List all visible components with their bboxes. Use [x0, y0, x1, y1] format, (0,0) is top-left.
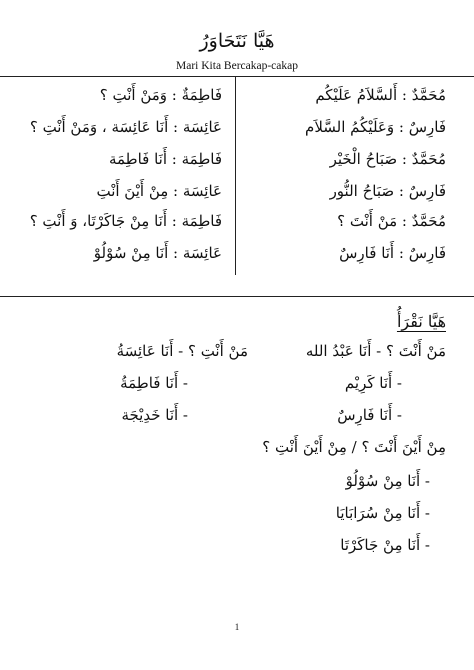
- reading-question: مِنْ أَيْنَ أَنْتَ ؟ / مِنْ أَيْنَ أَنْتِ ؟: [262, 438, 446, 456]
- column-divider: [235, 77, 236, 275]
- page-title: هَيَّا نَتَحَاوَرُ: [199, 30, 275, 52]
- reading-question: مَنْ أَنْتَ ؟ - أَنَا عَبْدُ الله: [305, 342, 446, 360]
- page-number: 1: [234, 622, 240, 632]
- dialogue-line: مُحَمَّدٌ : أَلسَّلاَمُ عَلَيْكُم: [315, 86, 446, 104]
- dialogue-line: فَاطِمَة : أَنَا مِنْ جَاكَرْتَا، وَ أَنْتِ ؟: [29, 212, 222, 230]
- section-heading: هَيَّا نَقْرَأُ: [396, 312, 446, 331]
- page-subtitle: Mari Kita Bercakap-cakap: [176, 60, 298, 72]
- reading-answer: - أَنَا كَرِيْم: [344, 374, 402, 392]
- top-divider: [0, 76, 474, 77]
- reading-answer: - أَنَا مِنْ سُرَابَايَا: [335, 504, 430, 522]
- dialogue-line: عَائِسَة : أَنَا مِنْ سُوْلُوْ: [93, 244, 222, 262]
- dialogue-line: فَاطِمَة : أَنَا فَاطِمَة: [108, 150, 222, 168]
- reading-answer: - أَنَا مِنْ جَاكَرْتَا: [340, 536, 430, 554]
- dialogue-line: فَارِسٌ : صَبَاحُ النُّور: [329, 182, 446, 200]
- dialogue-line: فَاطِمَةٌ : وَمَنْ أَنْتِ ؟: [99, 86, 222, 104]
- reading-answer: - أَنَا فَارِسٌ: [337, 406, 402, 424]
- dialogue-line: مُحَمَّدٌ : صَبَاحُ الْخَيْر: [329, 150, 446, 168]
- reading-answer: - أَنَا فَاطِمَةُ: [120, 374, 188, 392]
- section-divider: [0, 296, 474, 297]
- reading-answer: - أَنَا خَدِيْجَة: [121, 406, 188, 424]
- dialogue-line: مُحَمَّدٌ : مَنْ أَنْتَ ؟: [337, 212, 446, 230]
- dialogue-line: عَائِسَة : أَنَا عَائِسَة ، وَمَنْ أَنْتِ ؟: [29, 118, 222, 136]
- dialogue-line: فَارِسٌ : وَعَلَيْكُمُ السَّلاَم: [305, 118, 446, 136]
- reading-question: مَنْ أَنْتِ ؟ - أَنَا عَائِسَةُ: [116, 342, 248, 360]
- dialogue-line: فَارِسٌ : أَنَا فَارِسٌ: [339, 244, 446, 262]
- reading-answer: - أَنَا مِنْ سُوْلُوْ: [345, 472, 430, 490]
- dialogue-line: عَائِسَة : مِنْ أَيْنَ أَنْتِ: [96, 182, 222, 200]
